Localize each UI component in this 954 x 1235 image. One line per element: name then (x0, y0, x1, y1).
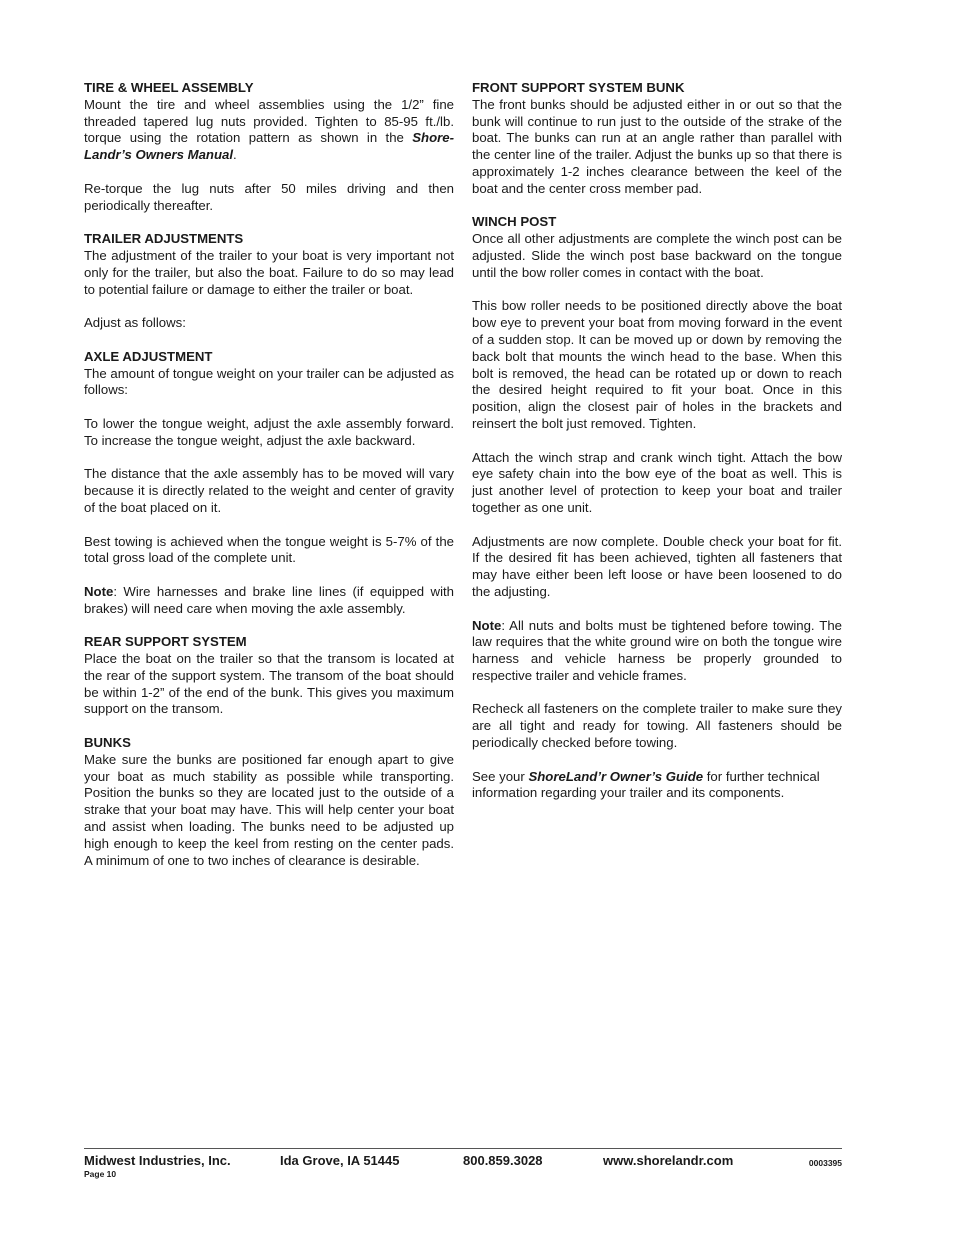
tire-text: Mount the tire and wheel assemblies using the 1/2” fine threaded tapered lug nuts provided. Tighten to 85-95 ft./lb. torque using the rotation pattern as shown in the (84, 96, 454, 146)
right-column (472, 80, 842, 819)
see-guide-paragraph (472, 769, 842, 803)
fastener-note (472, 618, 842, 685)
left-column (84, 80, 454, 886)
footer-phone: 800.859.3028 (463, 1153, 543, 1168)
footer-document-code: 0003395 (808, 1158, 842, 1168)
page-footer (84, 1148, 842, 1179)
retorque-paragraph: Re-torque the lug nuts after 50 miles driving and then periodically thereafter. (84, 180, 454, 213)
footer-website: www.shorelandr.com (603, 1153, 734, 1168)
see-text: See your (472, 768, 529, 784)
front-support-heading: FRONT SUPPORT SYSTEM BUNK (472, 80, 685, 95)
axle-note (84, 584, 454, 618)
front-support-paragraph: The front bunks should be adjusted either in or out so that the bunk will continue to run just to the outside of the strake of the boat. The bunks can run at an angle rather than parallel with the center line of the trailer. Adjust the bunks up so that there is approximately 1-2 inches clearance between the keel of the boat and the center cross member pad. (472, 96, 842, 196)
manual-reference: Shore-Landr’s Owners Manual (84, 130, 454, 163)
footer-company: Midwest Industries, Inc. (84, 1153, 231, 1168)
recheck-paragraph: Recheck all fasteners on the complete trailer to make sure they are all tight and ready for towing. All fasteners should be periodically checked before towing. (472, 701, 842, 751)
rear-support-paragraph: Place the boat on the trailer so that the transom is located at the rear of the support system. The transom of the boat should be within 1-2” of the end of the bunk. This gives you maximum support on the transom. (84, 651, 454, 717)
note-label: Note (472, 617, 502, 633)
owners-guide-reference: ShoreLand’r Owner’s Guide (528, 768, 704, 784)
winch-paragraph-4: Adjustments are now complete. Double check your boat for fit. If the desired fit has been achieved, tighten all fasteners that may have either been left loose or have been loosened to do the adjusting. (472, 533, 842, 599)
winch-paragraph-3: Attach the winch strap and crank winch tight. Attach the bow eye safety chain into the bow eye of the boat as well. This is just another level of protection to keep your boat and trailer together as one unit. (472, 449, 842, 515)
trailer-adjustments-heading: TRAILER ADJUSTMENTS (84, 231, 244, 247)
footer-location: Ida Grove, IA 51445 (280, 1153, 400, 1168)
winch-paragraph-2: This bow roller needs to be positioned directly above the boat bow eye to prevent your boat from moving forward in the event of a sudden stop. It can be moved up or down by removing the back bolt that mounts the winch head to the base. When this bolt is removed, the head can be rotated up or down to reach the desired height required to fit your boat. Once in this position, align the closest pair of holes in the brackets and reinsert the bolt just removed. Tighten. (472, 298, 842, 431)
adjust-as-follows: Adjust as follows: (84, 315, 186, 331)
winch-post-heading: WINCH POST (472, 214, 557, 230)
winch-paragraph-1: Once all other adjustments are complete the winch post can be adjusted. Slide the winch post base backward on the tongue until the bow roller comes in contact with the boat. (472, 231, 842, 280)
bunks-paragraph: Make sure the bunks are positioned far enough apart to give your boat as much stability as possible while transporting. Position the bunks so they are located just to the outside of a strake that your boat may have. This will help center your boat and assist when loading. The bunks need to be adjusted up high enough to keep the keel from resting on the center pads. A minimum of one to two inches of clearance is desirable. (84, 751, 454, 868)
axle-paragraph-2: To lower the tongue weight, adjust the axle assembly forward. To increase the tongue weight, adjust the axle backward. (84, 415, 454, 448)
note-label: Note (84, 583, 114, 599)
see-text-end: for further technical information regarding your trailer and its components. (472, 768, 820, 801)
tire-text-end: . (233, 147, 237, 163)
axle-adjustment-heading: AXLE ADJUSTMENT (84, 348, 213, 364)
axle-paragraph-3: The distance that the axle assembly has to be moved will vary because it is directly related to the weight and center of gravity of the boat placed on it. (84, 466, 454, 515)
rear-support-heading: REAR SUPPORT SYSTEM (84, 634, 247, 650)
trailer-adjustments-paragraph: The adjustment of the trailer to your boat is very important not only for the trailer, but also the boat. Failure to do so may lead to potential failure or damage to either the trailer or boat. (84, 247, 454, 297)
axle-paragraph-4: Best towing is achieved when the tongue weight is 5-7% of the total gross load of the complete unit. (84, 533, 454, 566)
page-number: Page 10 (84, 1169, 117, 1179)
axle-paragraph-1: The amount of tongue weight on your trailer can be adjusted as follows: (84, 365, 454, 398)
bunks-heading: BUNKS (84, 735, 131, 751)
note-text: : Wire harnesses and brake line lines (if equipped with brakes) will need care when moving the axle assembly. (84, 583, 454, 616)
note-text: : All nuts and bolts must be tightened before towing. The law requires that the white ground wire on both the tongue wire harness and vehicle harness be properly grounded to respective trailer and vehicle frames. (472, 617, 842, 683)
tire-wheel-paragraph (84, 97, 454, 164)
tire-wheel-heading: TIRE & WHEEL ASSEMBLY (84, 80, 254, 95)
